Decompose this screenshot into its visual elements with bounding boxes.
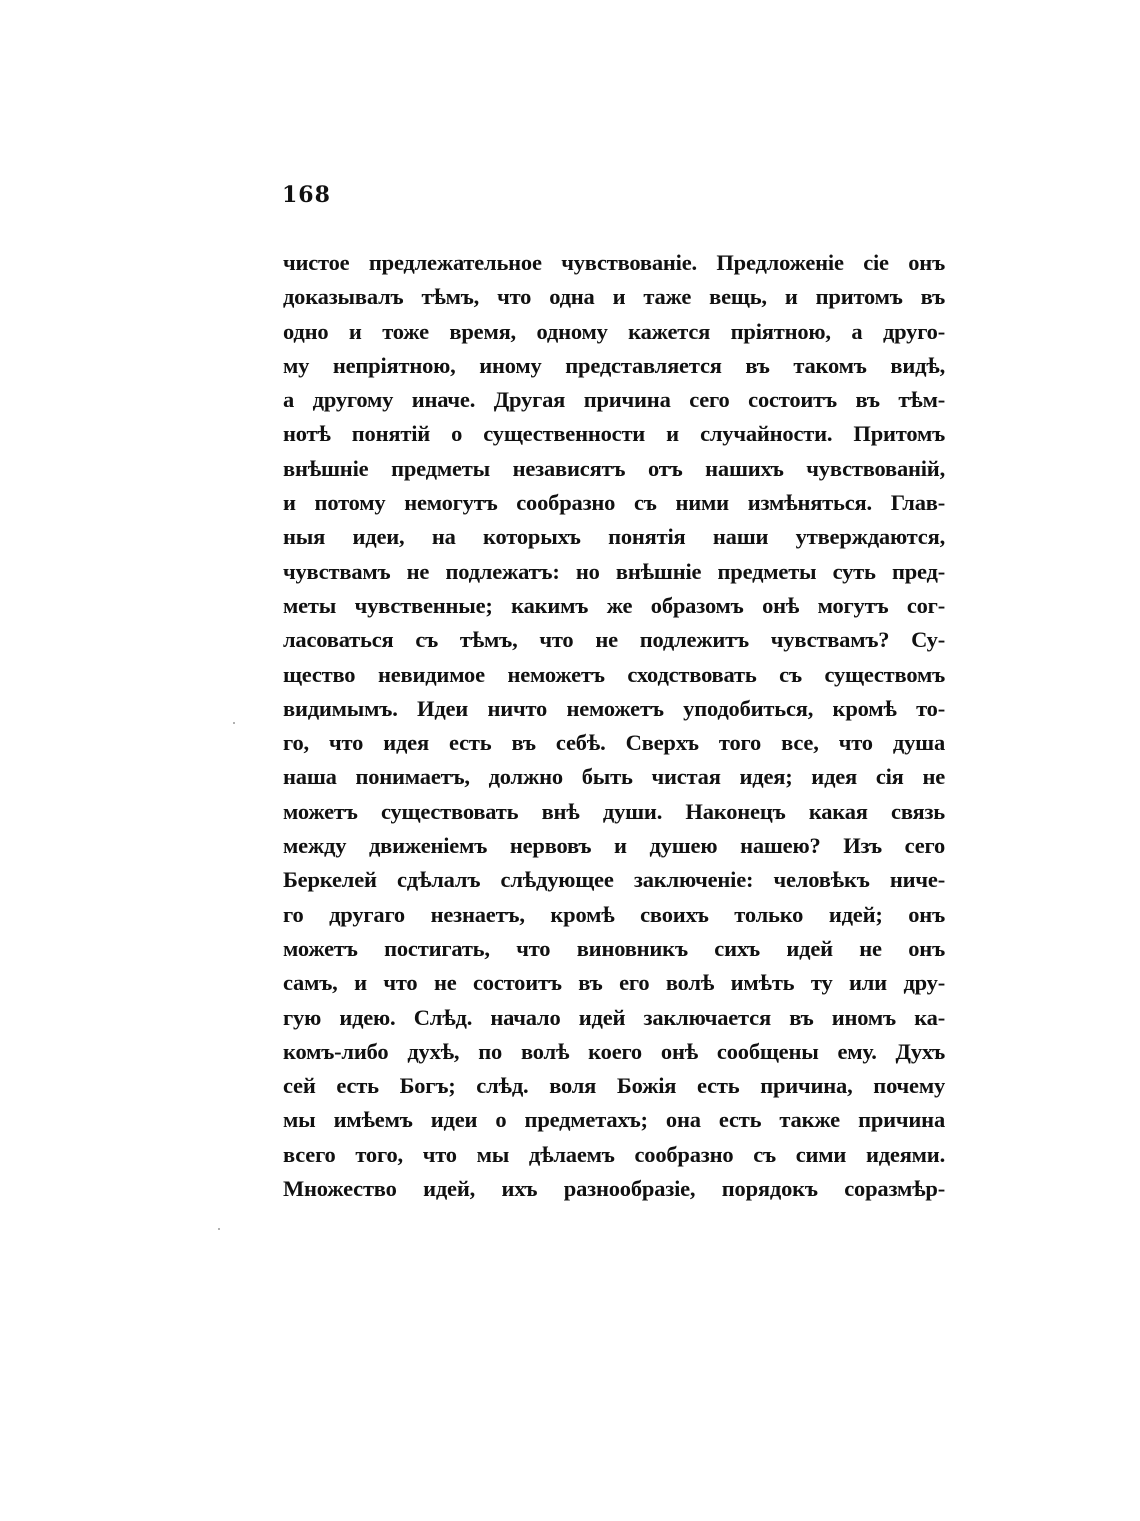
text-line: видимымъ. Идеи ничто неможетъ уподобиться, кромѣ то-	[283, 695, 945, 721]
body-text	[283, 246, 945, 1206]
text-line: го, что идея есть въ себѣ. Сверхъ того все, что душа	[283, 730, 945, 756]
scan-speck	[218, 1228, 220, 1230]
text-line: Беркелей сдѣлалъ слѣдующее заключеніе: человѣкъ ниче-	[283, 867, 945, 893]
text-line: го другаго незнаетъ, кромѣ своихъ только идей; онъ	[283, 901, 945, 927]
text-line: а другому иначе. Другая причина сего состоитъ въ тѣм-	[283, 387, 945, 413]
text-line: меты чувственные; какимъ же образомъ онѣ могутъ сог-	[283, 592, 945, 618]
text-line: комъ-либо духѣ, по волѣ коего онѣ сообщены ему. Духъ	[283, 1038, 945, 1064]
text-line: ласоваться съ тѣмъ, что не подлежитъ чувствамъ? Су-	[283, 627, 945, 653]
text-line: одно и тоже время, одному кажется пріятною, а друго-	[283, 318, 945, 344]
text-line: щество невидимое неможетъ сходствовать съ существомъ	[283, 661, 945, 687]
text-line: му непріятною, иному представляется въ такомъ видѣ,	[283, 352, 945, 378]
text-line: чувствамъ не подлежатъ: но внѣшніе предметы суть пред-	[283, 558, 945, 584]
text-line: гую идею. Слѣд. начало идей заключается въ иномъ ка-	[283, 1004, 945, 1030]
text-line: сей есть Богъ; слѣд. воля Божія есть причина, почему	[283, 1073, 945, 1099]
text-line: внѣшніе предметы независятъ отъ нашихъ чувствованій,	[283, 455, 945, 481]
text-line: доказывалъ тѣмъ, что одна и таже вещь, и притомъ въ	[283, 284, 945, 310]
text-line: ныя идеи, на которыхъ понятія наши утверждаются,	[283, 524, 945, 550]
text-line: нотѣ понятій о существенности и случайности. Притомъ	[283, 421, 945, 447]
text-line: самъ, и что не состоитъ въ его волѣ имѣть ту или дру-	[283, 970, 945, 996]
text-line: Множество идей, ихъ разнообразіе, порядокъ соразмѣр-	[283, 1176, 945, 1202]
text-line: и потому немогутъ сообразно съ ними измѣняться. Глав-	[283, 490, 945, 516]
text-line: наша понимаетъ, должно быть чистая идея; идея сія не	[283, 764, 945, 790]
page-number: 168	[282, 182, 331, 208]
text-line: чистое предлежательное чувствованіе. Предложеніе сіе онъ	[283, 250, 945, 275]
text-line: мы имѣемъ идеи о предметахъ; она есть также причина	[283, 1107, 945, 1133]
scan-speck	[233, 722, 235, 724]
text-line: можетъ существовать внѣ души. Наконецъ какая связь	[283, 798, 945, 824]
text-line: между движеніемъ нервовъ и душею нашею? Изъ сего	[283, 833, 945, 859]
text-line: всего того, что мы дѣлаемъ сообразно съ сими идеями.	[283, 1141, 945, 1167]
text-line: можетъ постигать, что виновникъ сихъ идей не онъ	[283, 935, 945, 961]
